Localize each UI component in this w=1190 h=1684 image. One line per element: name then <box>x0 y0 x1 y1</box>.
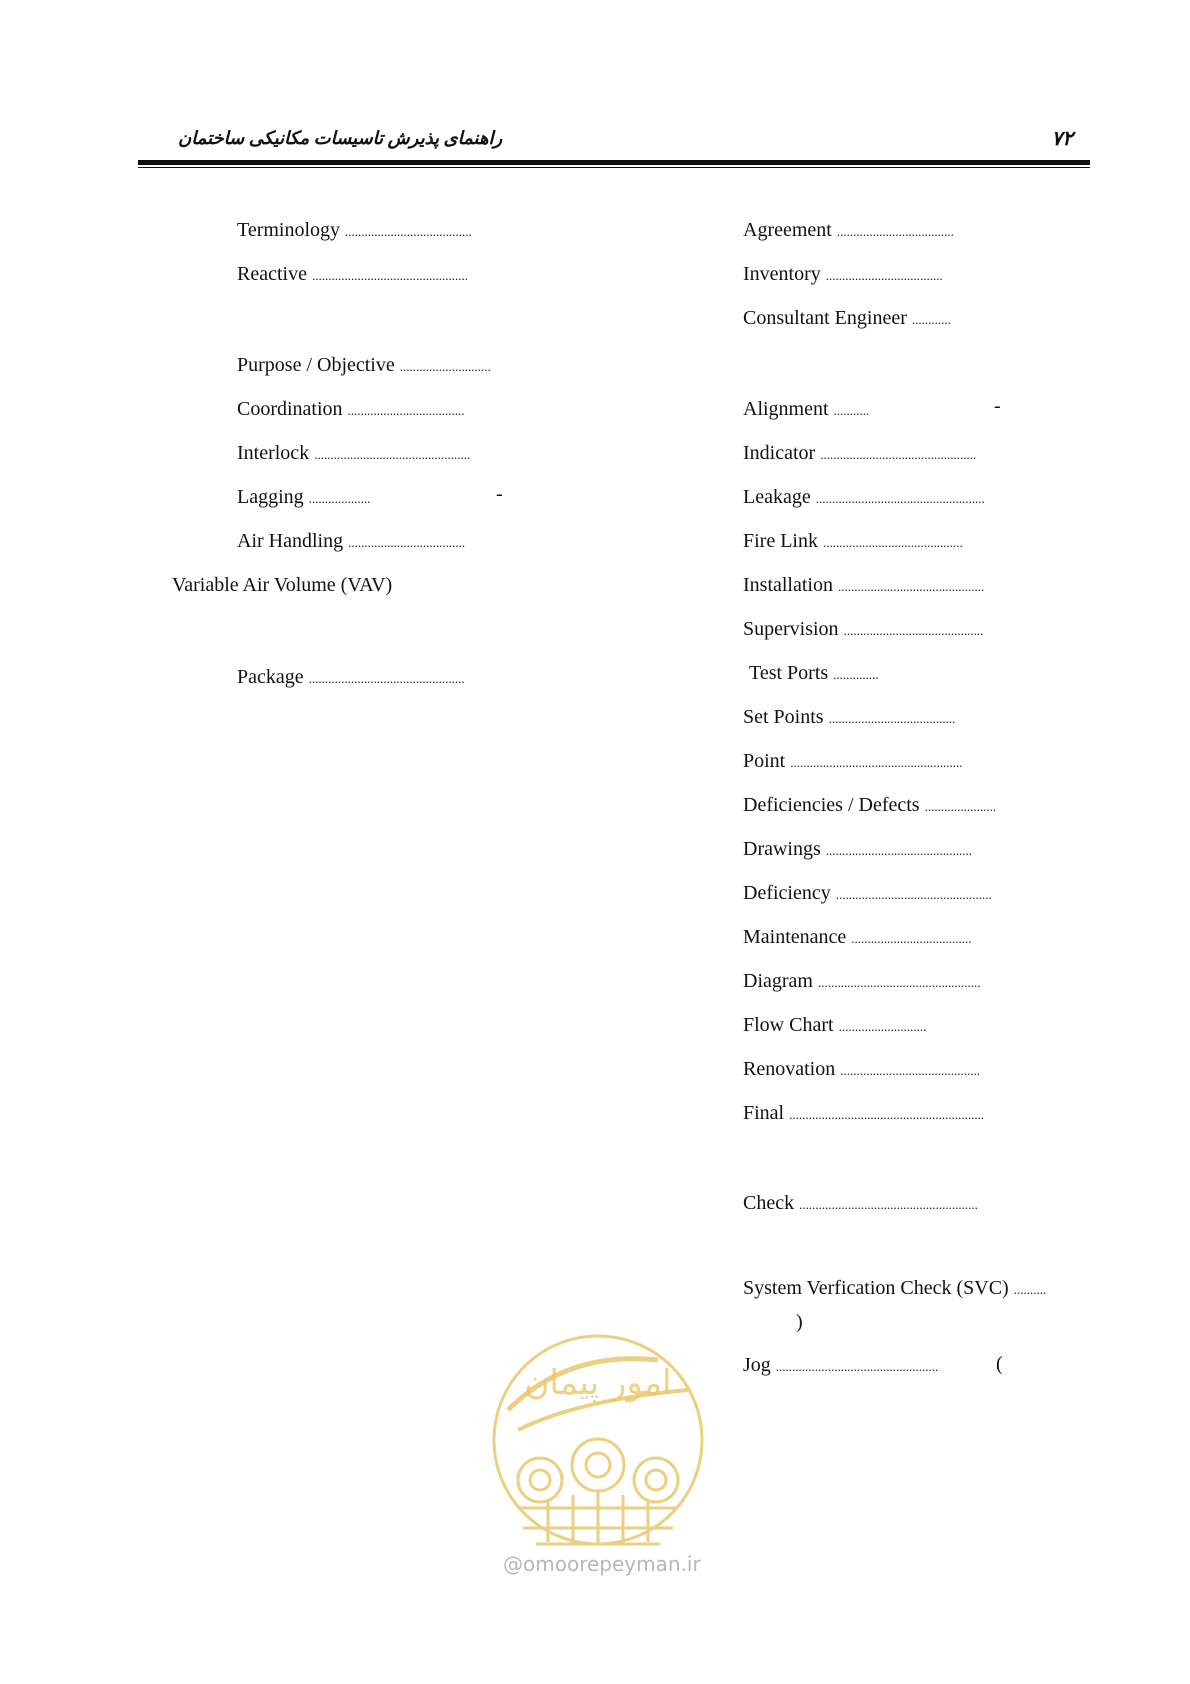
term: Fire Link <box>743 530 818 552</box>
glossary-entry <box>237 397 465 423</box>
term: Agreement <box>743 219 832 241</box>
glossary-entry <box>743 881 992 907</box>
term: Final <box>743 1102 785 1124</box>
leader-dots: ................................................ <box>820 447 977 462</box>
glossary-entry <box>172 573 392 599</box>
glossary-entry <box>743 1276 1046 1302</box>
dash-mark: - <box>994 395 1001 417</box>
term: Deficiencies / Defects <box>743 794 920 816</box>
leader-dots: ................................................ <box>308 671 465 686</box>
term: Interlock <box>237 442 310 464</box>
leader-dots: .................................................... <box>815 491 985 506</box>
term: Check <box>743 1192 795 1214</box>
term: Diagram <box>743 970 813 992</box>
glossary-entry <box>237 485 370 511</box>
term: Flow Chart <box>743 1014 834 1036</box>
glossary-entry <box>237 353 491 379</box>
glossary-entry <box>743 969 980 995</box>
leader-dots: ................................................ <box>835 887 992 902</box>
glossary-entry <box>237 529 465 555</box>
leader-dots: ................................................ <box>311 268 468 283</box>
leader-dots: .................................................. <box>817 975 981 990</box>
leader-dots: .......... <box>1013 1282 1047 1297</box>
term: Consultant Engineer <box>743 307 907 329</box>
leader-dots: .................................... <box>825 268 943 283</box>
dash-mark: - <box>496 483 503 505</box>
leader-dots: ........... <box>833 403 870 418</box>
glossary-entry <box>743 262 943 288</box>
leader-dots: ........................................... <box>843 623 984 638</box>
term: Jog <box>743 1354 771 1376</box>
glossary-entry <box>749 661 879 687</box>
leader-dots: .................................... <box>836 224 954 239</box>
leader-dots: ............ <box>911 312 951 327</box>
glossary-entry <box>237 665 465 691</box>
glossary-entry <box>237 262 468 288</box>
leader-dots: ....................................... <box>828 711 956 726</box>
paren-mark: ( <box>996 1353 1003 1375</box>
header-rule-thin <box>138 167 1090 168</box>
term: Point <box>743 750 786 772</box>
leader-dots: ................................................ <box>314 447 471 462</box>
term: Alignment <box>743 398 829 420</box>
glossary-entry <box>743 925 972 951</box>
term: Reactive <box>237 263 307 285</box>
glossary-entry <box>743 749 963 775</box>
glossary-entry <box>743 1191 978 1217</box>
glossary-entry <box>743 218 954 244</box>
glossary-entry <box>743 793 996 819</box>
term: Maintenance <box>743 926 847 948</box>
term: Test Ports <box>749 662 829 684</box>
leader-dots: .................................... <box>348 535 466 550</box>
glossary-entry <box>743 617 983 643</box>
watermark-logo-icon <box>488 1330 708 1590</box>
running-header-title: راهنمای پذیرش تاسیسات مکانیکی ساختمان <box>178 128 503 148</box>
leader-dots: ................... <box>308 491 371 506</box>
glossary-entry <box>743 306 951 332</box>
leader-dots: ............................................. <box>837 579 985 594</box>
leader-dots: ........................................... <box>823 535 963 550</box>
leader-dots: ....................................... <box>345 224 472 239</box>
glossary-entry <box>743 529 963 555</box>
leader-dots: ............................................. <box>825 843 973 858</box>
watermark-url: @omoorepeyman.ir <box>503 1552 701 1576</box>
term: System Verfication Check (SVC) <box>743 1277 1009 1299</box>
term: Purpose / Objective <box>237 354 395 376</box>
term: Lagging <box>237 486 304 508</box>
header-rule <box>138 160 1090 165</box>
paren-mark: ) <box>796 1311 803 1333</box>
term: Installation <box>743 574 833 596</box>
glossary-entry <box>743 837 972 863</box>
term: Supervision <box>743 618 839 640</box>
term: Air Handling <box>237 530 344 552</box>
term: Terminology <box>237 219 341 241</box>
leader-dots: ........................................... <box>840 1063 980 1078</box>
term: Indicator <box>743 442 816 464</box>
glossary-entry <box>743 1057 980 1083</box>
glossary-entry <box>743 705 955 731</box>
page-number: ۷۲ <box>1051 128 1073 150</box>
term: Variable Air Volume (VAV) <box>172 574 393 596</box>
glossary-entry <box>743 1013 926 1039</box>
leader-dots: ............................................................ <box>789 1107 985 1122</box>
term: Renovation <box>743 1058 836 1080</box>
glossary-entry <box>237 441 470 467</box>
leader-dots: .................................... <box>347 403 465 418</box>
term: Coordination <box>237 398 343 420</box>
watermark-logo-text: امور پیمان <box>524 1363 672 1403</box>
glossary-entry <box>743 1353 938 1379</box>
term: Inventory <box>743 263 821 285</box>
glossary-entry <box>237 218 472 244</box>
glossary-entry <box>743 573 984 599</box>
glossary-entry <box>743 397 869 423</box>
leader-dots: .............. <box>833 667 879 682</box>
leader-dots: ..................................... <box>851 931 972 946</box>
term: Package <box>237 666 304 688</box>
leader-dots: ...................... <box>924 799 997 814</box>
term: Drawings <box>743 838 821 860</box>
term: Leakage <box>743 486 811 508</box>
glossary-entry <box>743 485 985 511</box>
leader-dots: ............................ <box>399 359 491 374</box>
term: Deficiency <box>743 882 831 904</box>
glossary-entry <box>743 1101 984 1127</box>
term: Set Points <box>743 706 824 728</box>
leader-dots: ....................................................... <box>799 1197 978 1212</box>
glossary-entry <box>743 441 976 467</box>
leader-dots: ........................... <box>838 1019 927 1034</box>
leader-dots: .................................................. <box>775 1359 939 1374</box>
leader-dots: ..................................................... <box>790 755 963 770</box>
